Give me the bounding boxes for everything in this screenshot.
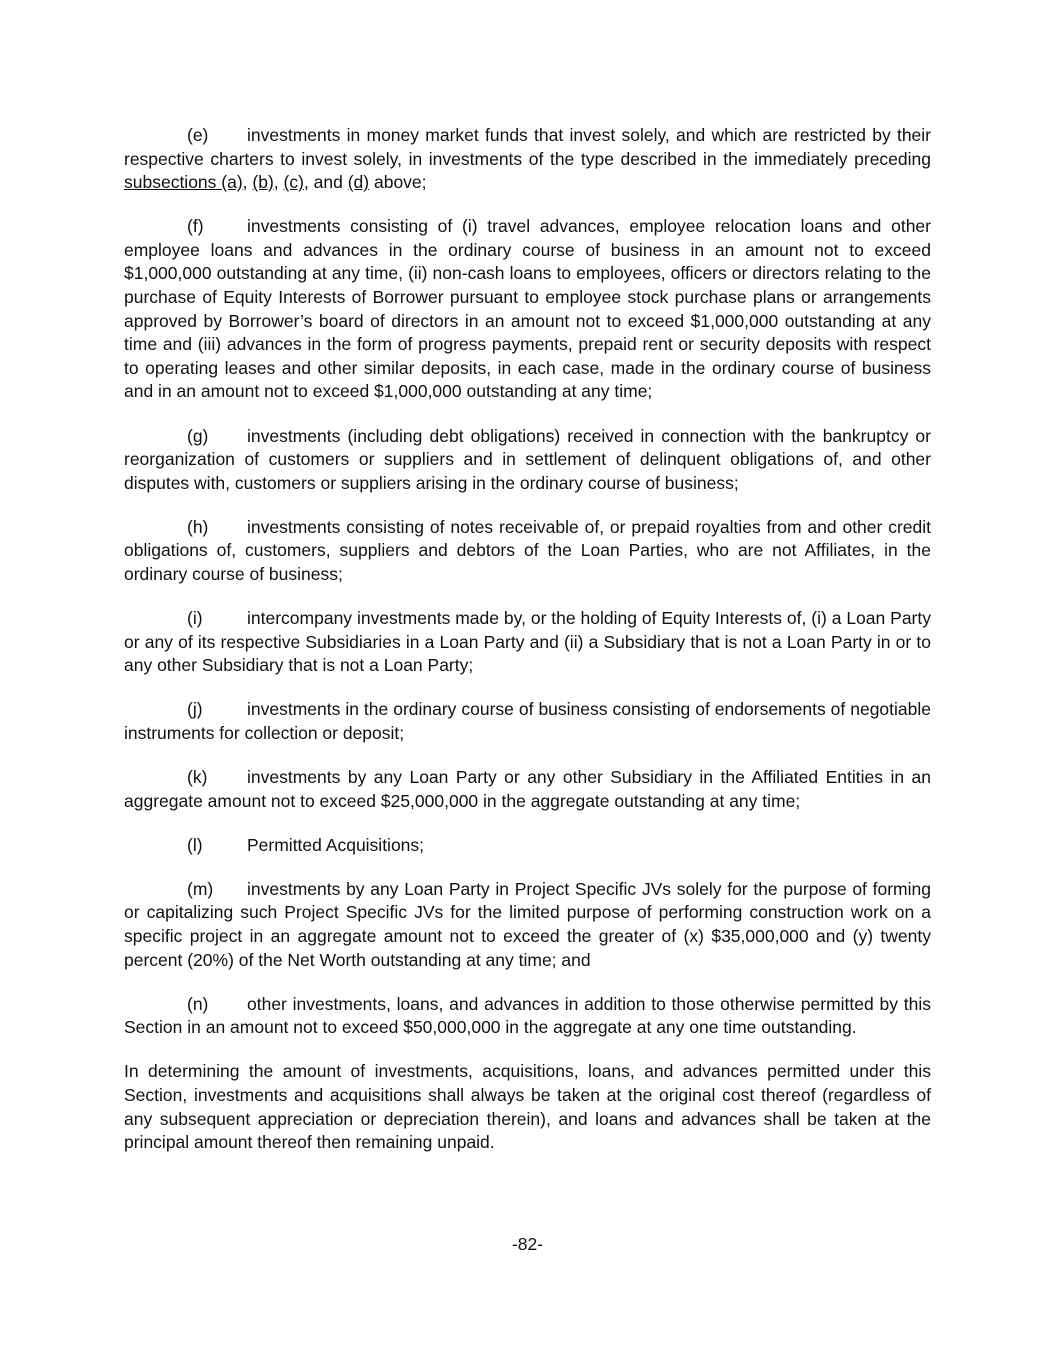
clause-e [124, 124, 931, 195]
clause-m [124, 878, 931, 972]
clause-text: investments consisting of notes receivable of, or prepaid royalties from and other credit obligations of, customers, suppliers and debtors of the Loan Parties, who are not Affiliates, in the ordinary course of business; [124, 516, 931, 584]
clause-text: investments by any Loan Party or any other Subsidiary in the Affiliated Entities in an aggregate amount not to exceed $25,000,000 in the aggregate outstanding at any time; [124, 767, 931, 811]
clause-text: Permitted Acquisitions; [247, 834, 425, 855]
clause-label: (g) [187, 425, 209, 446]
clause-text: intercompany investments made by, or the holding of Equity Interests of, (i) a Loan Party or any of its respective Subsidiaries in a Loan Party and (ii) a Subsidiary that is not a Loan Party in or to any other Subsidiary that is not a Loan Party; [124, 608, 931, 676]
clause-l [124, 834, 931, 858]
cross-reference: (d) [347, 172, 370, 193]
clause-text: investments (including debt obligations) received in connection with the bankruptcy or reorganization of customers or suppliers and in settlement of delinquent obligations of, and other disputes with, customers or suppliers arising in the ordinary course of business; [124, 425, 931, 493]
clause-text: investments consisting of (i) travel advances, employee relocation loans and other employee loans and advances in the ordinary course of business in an amount not to exceed $1,000,000 outstanding at any time, (ii) non-cash loans to employees, officers or directors relating to the purchase of Equity Interests of Borrower pursuant to employee stock purchase plans or arrangements approved by Borrower’s board of directors in an amount not to exceed $1,000,000 outstanding at any time and (iii) advances in the form of progress payments, prepaid rent or security deposits with respect to operating leases and other similar deposits, in each case, made in the ordinary course of business and in an amount not to exceed $1,000,000 outstanding at any time; [124, 216, 931, 402]
document-page [124, 124, 931, 1175]
separator: , [273, 172, 284, 193]
clause-label: (l) [187, 834, 203, 855]
clause-f [124, 215, 931, 404]
cross-reference: (c) [283, 172, 304, 193]
clause-text: investments in the ordinary course of business consisting of endorsements of negotiable instruments for collection or deposit; [124, 699, 931, 743]
clause-text: other investments, loans, and advances in addition to those otherwise permitted by this Section in an amount not to exceed $50,000,000 in the aggregate at any one time outstanding. [124, 993, 931, 1038]
clause-text: investments by any Loan Party in Project Specific JVs solely for the purpose of forming or capitalizing such Project Specific JVs for the limited purpose of performing construction work on a specific project in an aggregate amount not to exceed the greater of (x) $35,000,000 and (y) twenty percent (20%) of the Net Worth outstanding at any time; and [124, 878, 931, 970]
clause-g [124, 425, 931, 496]
clause-label: (k) [187, 767, 208, 788]
clause-label: (n) [187, 993, 209, 1014]
closing-paragraph: In determining the amount of investments, acquisitions, loans, and advances permitted under this Section, investments and acquisitions shall always be taken at the original cost thereof (regardless of any subsequent appreciation or depreciation therein), and loans and advances shall be taken at the principal amount thereof then remaining unpaid. [124, 1061, 931, 1153]
separator: , and [303, 172, 348, 193]
clause-text: above; [369, 172, 427, 193]
clause-k [124, 766, 931, 813]
clause-label: (h) [187, 516, 209, 537]
clause-label: (i) [187, 608, 203, 629]
clause-text: investments in money market funds that invest solely, and which are restricted by their respective charters to invest solely, in investments of the type described in the immediately preceding [124, 125, 931, 169]
cross-reference: (b) [252, 172, 274, 193]
clause-h [124, 516, 931, 587]
separator: , [242, 172, 253, 193]
clause-i [124, 607, 931, 678]
clause-label: (m) [187, 878, 214, 899]
clause-label: (e) [187, 125, 209, 145]
clause-label: (f) [187, 216, 204, 237]
clause-j [124, 698, 931, 745]
page-number: -82- [511, 1234, 544, 1254]
clause-n [124, 993, 931, 1040]
clause-label: (j) [187, 699, 203, 720]
cross-reference: subsections (a) [124, 172, 243, 193]
